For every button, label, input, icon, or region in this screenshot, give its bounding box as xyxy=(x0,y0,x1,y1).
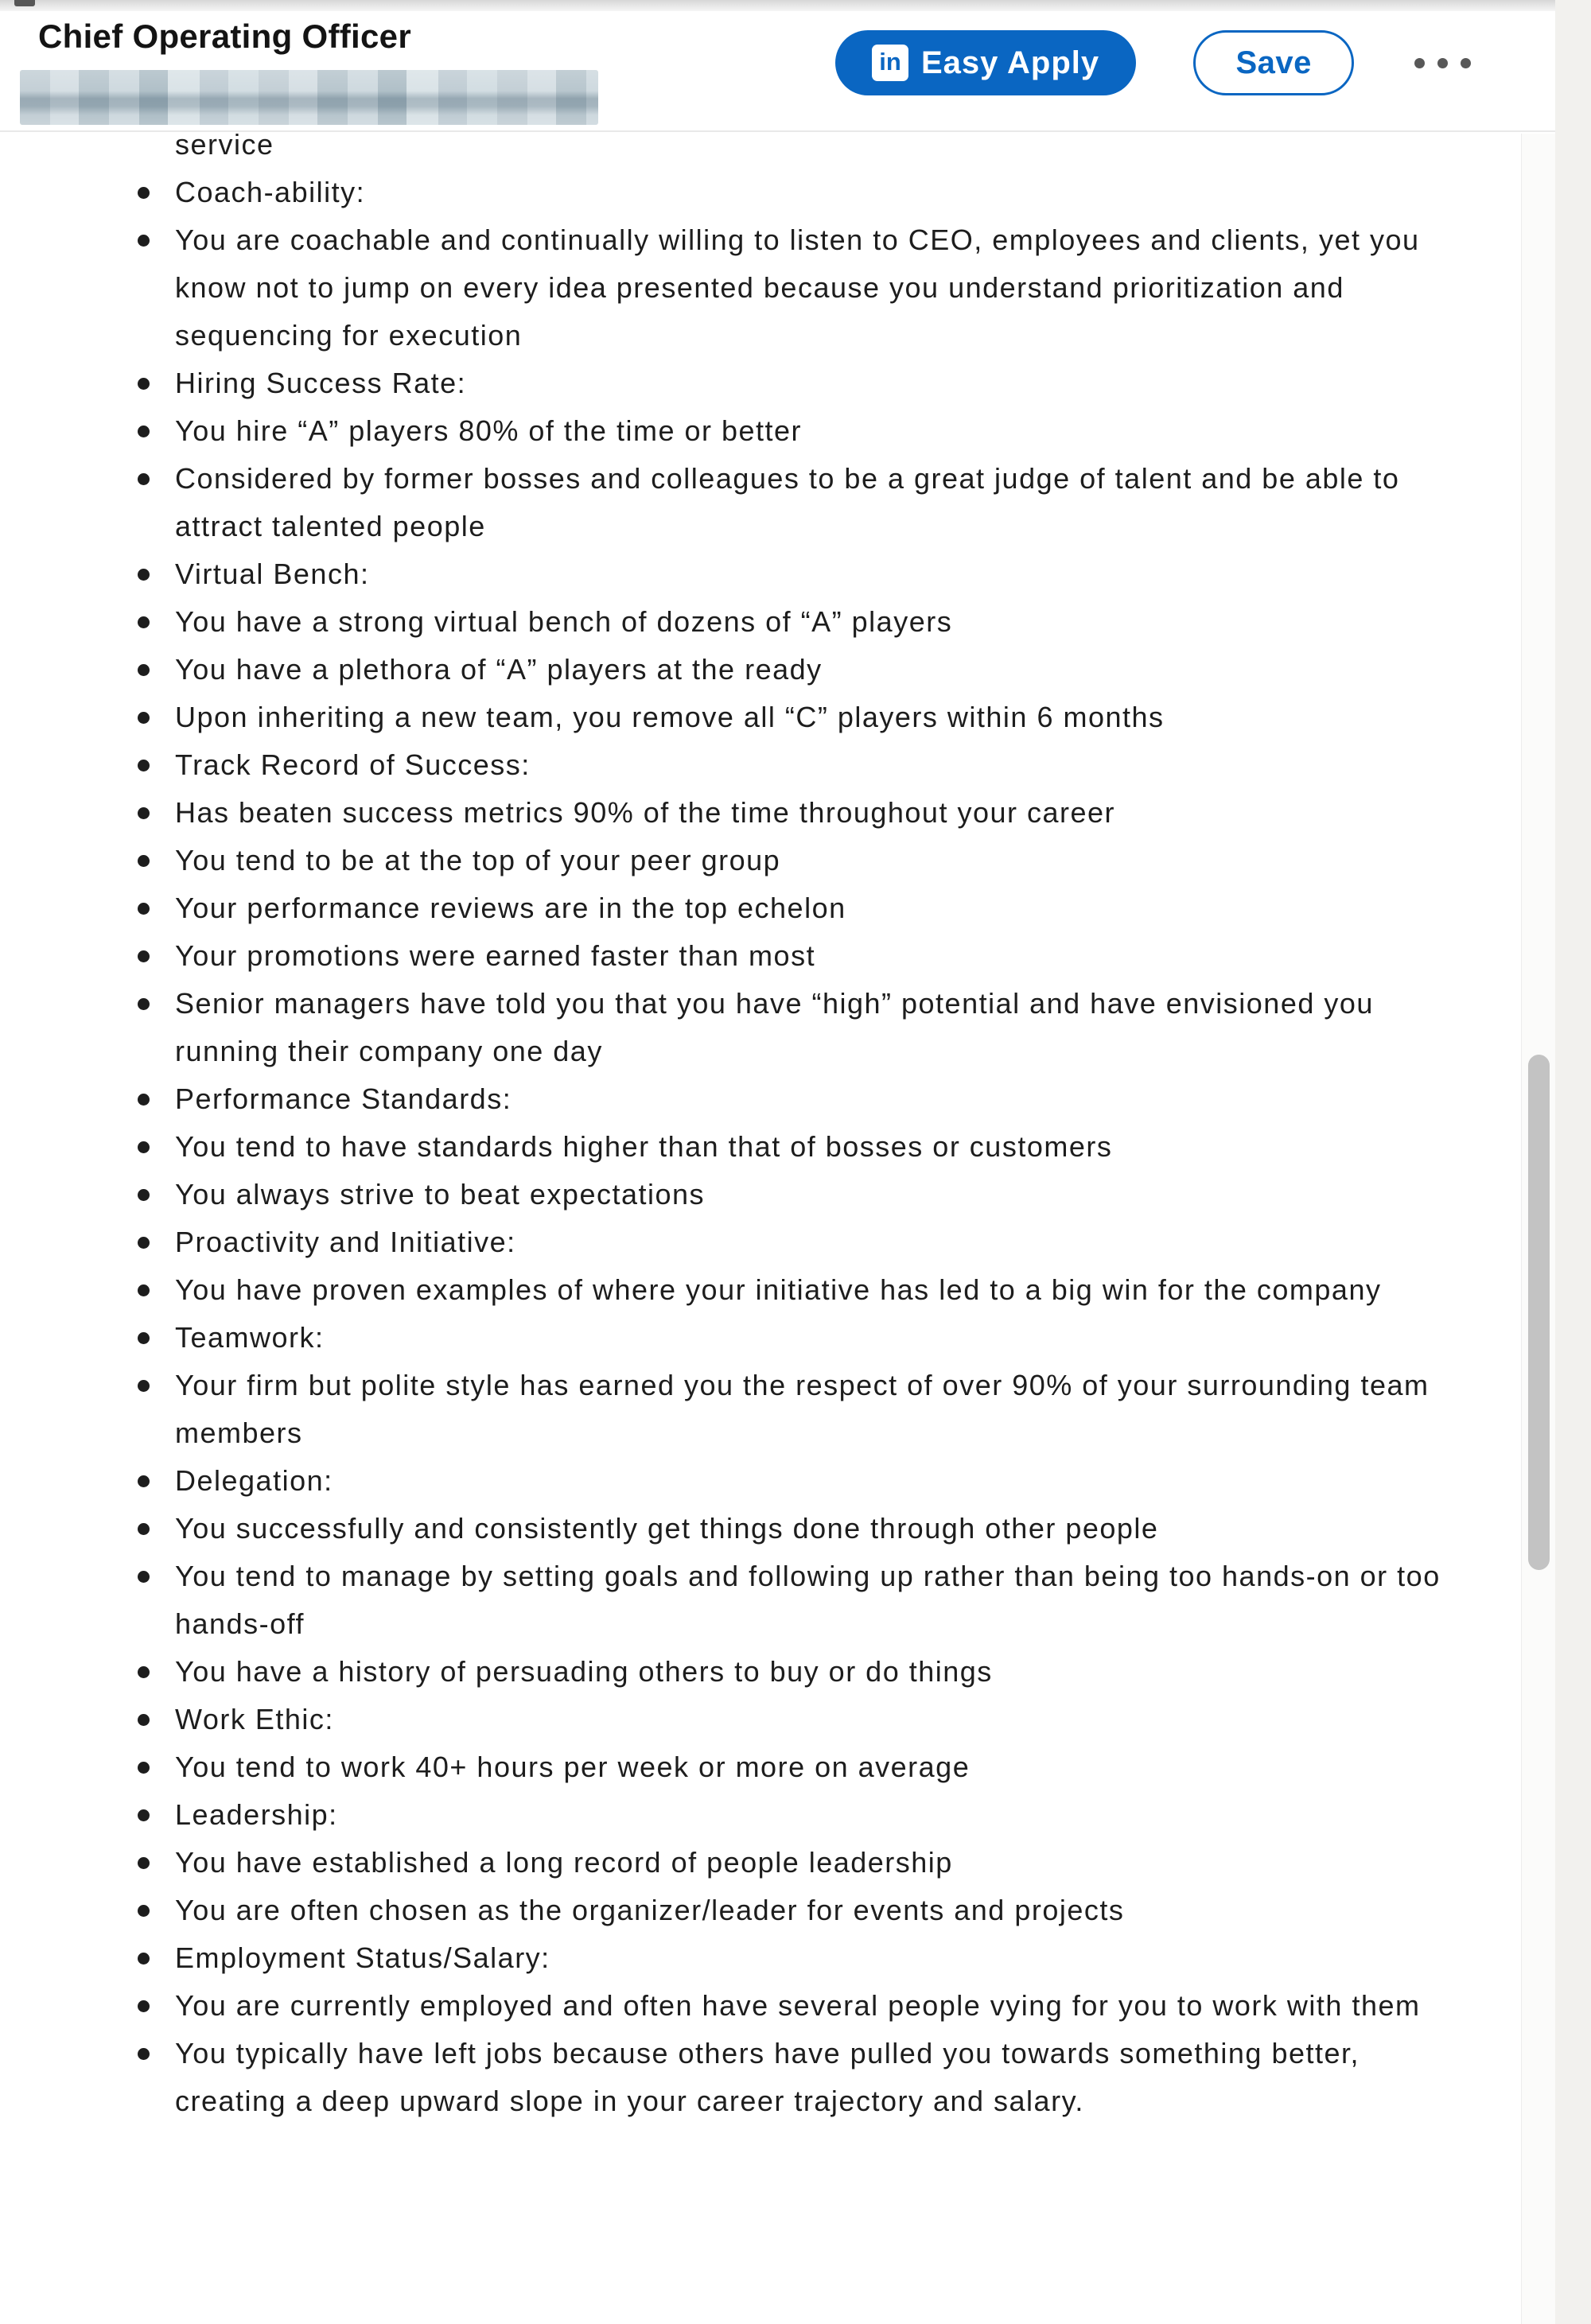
list-item: Proactivity and Initiative: xyxy=(175,1218,1456,1266)
list-item: Coach-ability: xyxy=(175,169,1456,216)
three-dots-icon xyxy=(1461,58,1471,68)
list-item: Employment Status/Salary: xyxy=(175,1934,1456,1982)
list-item: You tend to be at the top of your peer group xyxy=(175,837,1456,884)
list-item: Your firm but polite style has earned you the respect of over 90% of your surrounding team members xyxy=(175,1362,1456,1457)
page-background-gutter xyxy=(1555,0,1591,2324)
linkedin-logo-icon: in xyxy=(872,45,908,81)
list-item: You tend to have standards higher than that of bosses or customers xyxy=(175,1123,1456,1171)
scrollbar-track[interactable] xyxy=(1521,134,1555,2324)
list-item: Performance Standards: xyxy=(175,1075,1456,1123)
list-item: Your performance reviews are in the top echelon xyxy=(175,884,1456,932)
save-button[interactable] xyxy=(1193,30,1354,95)
overflow-menu-button[interactable] xyxy=(1410,30,1476,95)
list-item: You have proven examples of where your initiative has led to a big win for the company xyxy=(175,1266,1456,1314)
list-item: You have a plethora of “A” players at the ready xyxy=(175,646,1456,694)
list-item: You have a history of persuading others to buy or do things xyxy=(175,1648,1456,1696)
three-dots-icon xyxy=(1437,58,1448,68)
header-actions xyxy=(835,30,1476,95)
list-item: You always strive to beat expectations xyxy=(175,1171,1456,1218)
list-item: Track Record of Success: xyxy=(175,741,1456,789)
list-item: You are often chosen as the organizer/leader for events and projects xyxy=(175,1887,1456,1934)
list-item: You tend to work 40+ hours per week or more on average xyxy=(175,1743,1456,1791)
list-item: Work Ethic: xyxy=(175,1696,1456,1743)
list-item: Teamwork: xyxy=(175,1314,1456,1362)
list-item: Virtual Bench: xyxy=(175,550,1456,598)
list-item: You typically have left jobs because others have pulled you towards something better, creating a deep upward slope in your career trajectory and salary. xyxy=(175,2030,1456,2125)
top-edge-strip xyxy=(0,0,1591,11)
top-edge-artifact xyxy=(14,0,35,6)
list-item: Upon inheriting a new team, you remove all “C” players within 6 months xyxy=(175,694,1456,741)
list-item: You are coachable and continually willing to listen to CEO, employees and clients, yet you know not to jump on every idea presented because you understand prioritization and sequencing for execution xyxy=(175,216,1456,359)
list-item: You tend to manage by setting goals and following up rather than being too hands-on or too hands-off xyxy=(175,1553,1456,1648)
list-item: You are currently employed and often have several people vying for you to work with them xyxy=(175,1982,1456,2030)
list-item: You have a strong virtual bench of dozens of “A” players xyxy=(175,598,1456,646)
job-title: Chief Operating Officer xyxy=(38,17,411,55)
three-dots-icon xyxy=(1414,58,1425,68)
list-item: Hiring Success Rate: xyxy=(175,359,1456,407)
save-label: Save xyxy=(1235,45,1312,80)
list-item: You successfully and consistently get things done through other people xyxy=(175,1505,1456,1553)
list-item: Your promotions were earned faster than most xyxy=(175,932,1456,980)
list-item: Leadership: xyxy=(175,1791,1456,1839)
easy-apply-button[interactable] xyxy=(835,30,1136,95)
page-header xyxy=(0,11,1555,132)
job-description xyxy=(0,134,1521,2324)
description-continuation-line: service xyxy=(175,134,274,161)
scrollbar-thumb[interactable] xyxy=(1528,1055,1550,1570)
list-item: You hire “A” players 80% of the time or better xyxy=(175,407,1456,455)
list-item: Has beaten success metrics 90% of the time throughout your career xyxy=(175,789,1456,837)
list-item: Delegation: xyxy=(175,1457,1456,1505)
list-item: Senior managers have told you that you have “high” potential and have envisioned you running their company one day xyxy=(175,980,1456,1075)
list-item: You have established a long record of people leadership xyxy=(175,1839,1456,1887)
list-item: Considered by former bosses and colleagues to be a great judge of talent and be able to attract talented people xyxy=(175,455,1456,550)
company-info-redacted xyxy=(20,70,598,125)
job-description-list xyxy=(175,169,1456,2125)
easy-apply-label: Easy Apply xyxy=(921,45,1100,80)
